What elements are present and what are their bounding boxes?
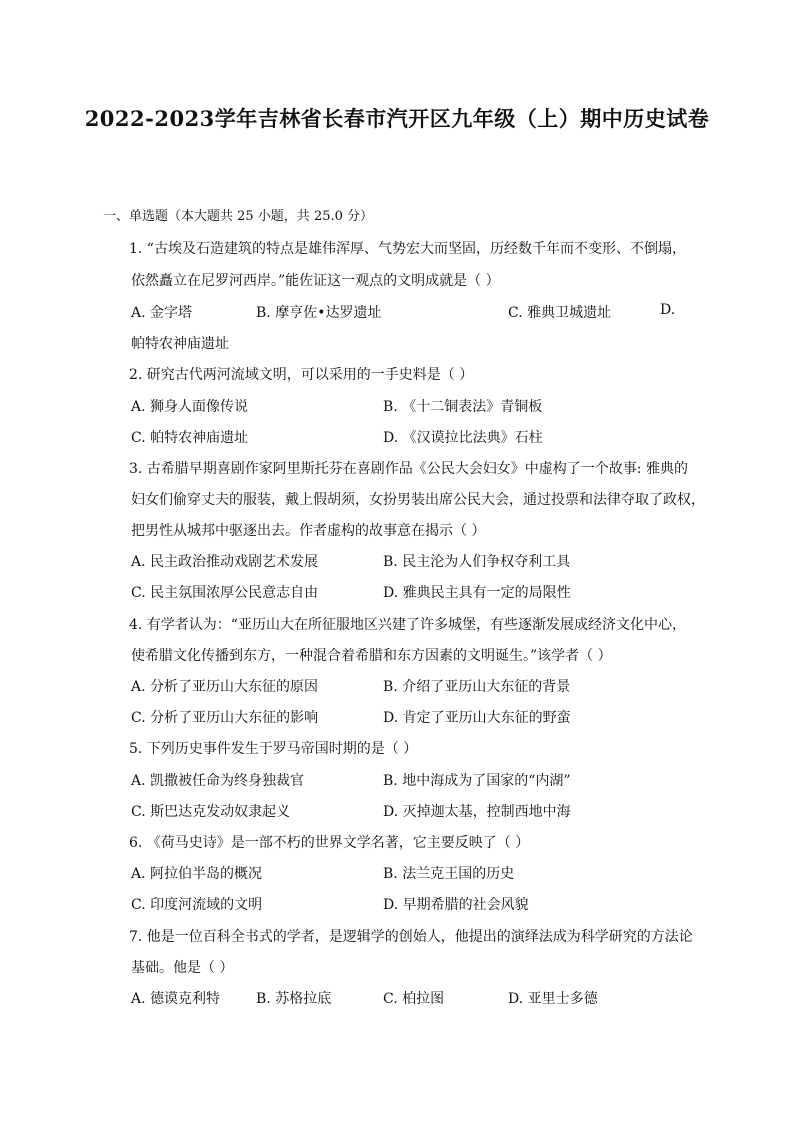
question-3-stem-cont-1: 妇女们偷穿丈夫的服装，戴上假胡须，女扮男装出席公民大会，通过投票和法律夺取了政权， bbox=[131, 492, 705, 508]
question-3-stem-cont-2: 把男性从城邦中驱逐出去。作者虚构的故事意在揭示（ ） bbox=[131, 523, 486, 539]
q3-option-a: A. 民主政治推动戏剧艺术发展 bbox=[131, 554, 319, 570]
q5-option-d: D. 灭掉迦太基，控制西地中海 bbox=[383, 804, 571, 820]
question-7-stem-cont: 基础。他是（ ） bbox=[131, 960, 234, 976]
exam-title: 2022-2023学年吉林省长春市汽开区九年级（上）期中历史试卷 bbox=[84, 106, 710, 131]
q2-option-a: A. 狮身人面像传说 bbox=[131, 399, 249, 415]
q3-option-d: D. 雅典民主具有一定的局限性 bbox=[383, 585, 571, 601]
q7-option-c: C. 柏拉图 bbox=[383, 991, 445, 1007]
question-4-stem: 4. 有学者认为：“亚历山大在所征服地区兴建了许多城堡，有些逐渐发展成经济文化中心， bbox=[129, 617, 686, 633]
question-2-stem: 2. 研究古代两河流域文明，可以采用的一手史料是（ ） bbox=[129, 367, 474, 383]
q2-option-b: B. 《十二铜表法》青铜板 bbox=[383, 399, 543, 415]
q5-option-a: A. 凯撒被任命为终身独裁官 bbox=[131, 773, 305, 789]
question-4-stem-cont: 使希腊文化传播到东方，一种混合着希腊和东方因素的文明诞生。”该学者（ ） bbox=[131, 648, 612, 664]
q2-option-d: D. 《汉谟拉比法典》石柱 bbox=[383, 430, 543, 446]
q2-option-c: C. 帕特农神庙遗址 bbox=[131, 430, 249, 446]
q1-option-d-label: D. bbox=[660, 302, 676, 318]
q5-option-b: B. 地中海成为了国家的“内湖” bbox=[383, 773, 571, 789]
q6-option-a: A. 阿拉伯半岛的概况 bbox=[131, 866, 263, 882]
q6-option-d: D. 早期希腊的社会风貌 bbox=[383, 897, 529, 913]
q1-option-d-text: 帕特农神庙遗址 bbox=[131, 336, 229, 352]
q7-option-b: B. 苏格拉底 bbox=[256, 991, 332, 1007]
question-1-stem-cont: 依然矗立在尼罗河西岸。”能佐证这一观点的文明成就是（ ） bbox=[131, 273, 500, 289]
question-7-stem: 7. 他是一位百科全书式的学者，是逻辑学的创始人，他提出的演绎法成为科学研究的方法论 bbox=[129, 929, 693, 945]
q1-option-b: B. 摩亨佐•达罗遗址 bbox=[256, 305, 382, 321]
q1-option-c: C. 雅典卫城遗址 bbox=[508, 305, 612, 321]
q7-option-a: A. 德谟克利特 bbox=[131, 991, 221, 1007]
q6-option-c: C. 印度河流域的文明 bbox=[131, 897, 263, 913]
section-heading: 一、单选题（本大题共 25 小题，共 25.0 分） bbox=[103, 209, 374, 224]
q7-option-d: D. 亚里士多德 bbox=[508, 991, 598, 1007]
q5-option-c: C. 斯巴达克发动奴隶起义 bbox=[131, 804, 291, 820]
question-1-stem: 1. “古埃及石造建筑的特点是雄伟浑厚、气势宏大而坚固，历经数千年而不变形、不倒塌， bbox=[129, 241, 686, 257]
q4-option-c: C. 分析了亚历山大东征的影响 bbox=[131, 710, 319, 726]
q4-option-a: A. 分析了亚历山大东征的原因 bbox=[131, 679, 319, 695]
q4-option-d: D. 肯定了亚历山大东征的野蛮 bbox=[383, 710, 571, 726]
q4-option-b: B. 介绍了亚历山大东征的背景 bbox=[383, 679, 571, 695]
q1-option-a: A. 金字塔 bbox=[131, 305, 193, 321]
question-5-stem: 5. 下列历史事件发生于罗马帝国时期的是（ ） bbox=[129, 741, 418, 757]
q3-option-b: B. 民主沦为人们争权夺利工具 bbox=[383, 554, 571, 570]
q6-option-b: B. 法兰克王国的历史 bbox=[383, 866, 515, 882]
question-6-stem: 6. 《荷马史诗》是一部不朽的世界文学名著，它主要反映了（ ） bbox=[129, 835, 530, 851]
question-3-stem: 3. 古希腊早期喜剧作家阿里斯托芬在喜剧作品《公民大会妇女》中虚构了一个故事: 雅典的 bbox=[129, 461, 688, 477]
q3-option-c: C. 民主氛围浓厚公民意志自由 bbox=[131, 585, 319, 601]
